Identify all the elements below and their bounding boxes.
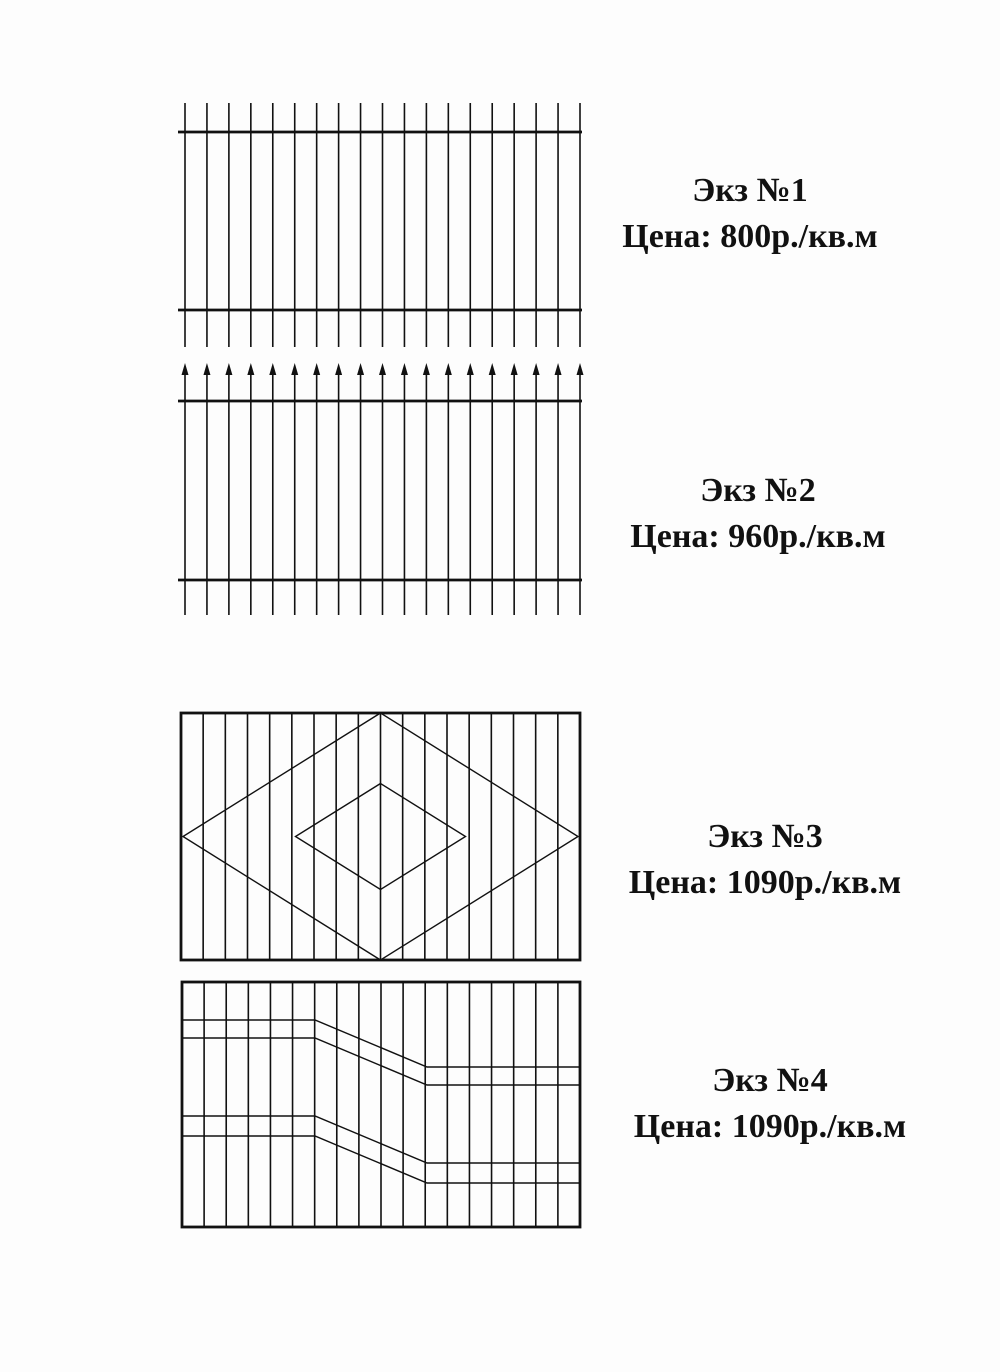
arrow-tip [335, 363, 342, 375]
fence-drawing-1 [170, 95, 590, 350]
arrow-tip [269, 363, 276, 375]
sample-title: Экз №4 [712, 1062, 828, 1099]
fence-drawing-3 [170, 700, 590, 975]
sample-title: Экз №3 [707, 818, 823, 855]
arrow-tip [313, 363, 320, 375]
sample-title: Экз №2 [700, 472, 816, 509]
arrow-tip [182, 363, 189, 375]
fence-drawing-4 [170, 970, 590, 1240]
sample-price: Цена: 1090р./кв.м [633, 1108, 907, 1145]
arrow-tip [445, 363, 452, 375]
arrow-tip [423, 363, 430, 375]
sample-caption-1 [590, 168, 910, 260]
arrow-tip [247, 363, 254, 375]
arrow-tip [401, 363, 408, 375]
arrow-tip [533, 363, 540, 375]
sample-caption-4 [605, 1058, 935, 1150]
arrow-tip [291, 363, 298, 375]
sample-price: Цена: 1090р./кв.м [628, 864, 902, 901]
arrow-tip [489, 363, 496, 375]
arrow-tip [203, 363, 210, 375]
sample-caption-3 [600, 814, 930, 906]
arrow-tip [555, 363, 562, 375]
sample-price: Цена: 960р./кв.м [630, 518, 886, 555]
arrow-tip [511, 363, 518, 375]
arrow-tip [379, 363, 386, 375]
sample-title: Экз №1 [692, 172, 808, 209]
fence-drawing-2 [170, 355, 590, 620]
arrow-tip [577, 363, 584, 375]
sample-caption-2 [598, 468, 918, 560]
arrow-tip [357, 363, 364, 375]
arrow-tip [225, 363, 232, 375]
sample-price: Цена: 800р./кв.м [622, 218, 878, 255]
arrow-tip [467, 363, 474, 375]
